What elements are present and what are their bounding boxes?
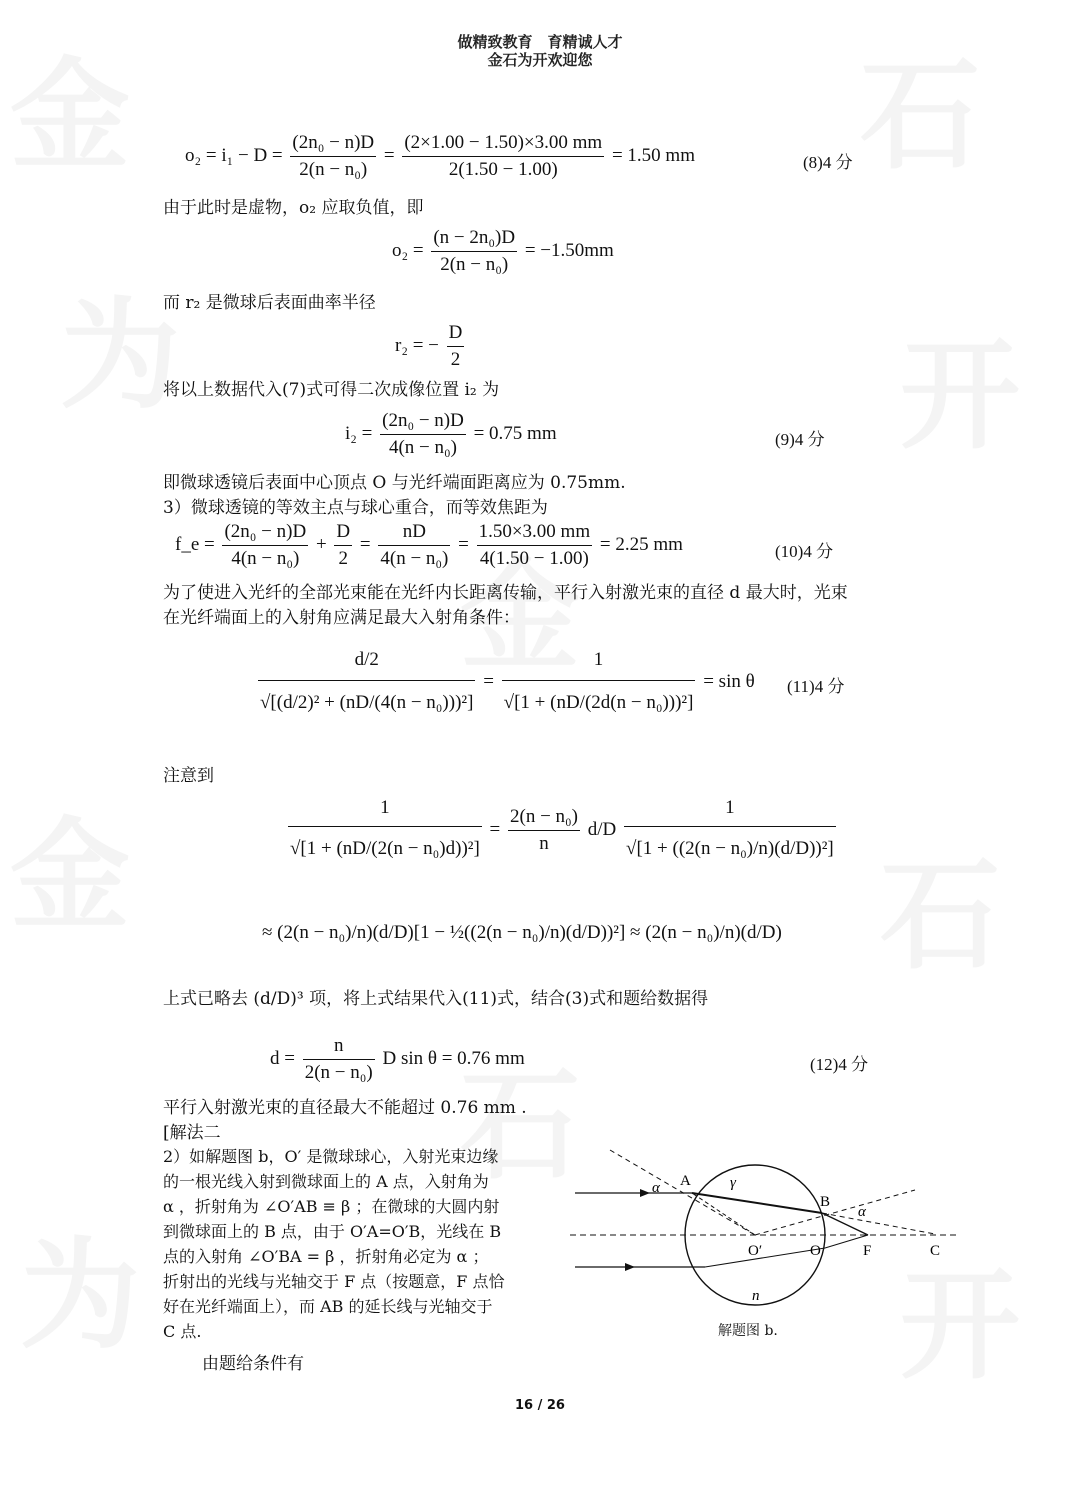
paragraph-given: 由题给条件有 [202, 1354, 304, 1374]
eq8-f2-num: (2×1.00 − 1.50)×3.00 mm [402, 130, 604, 157]
eq10-fraction-1 [222, 519, 308, 572]
eq10-f3-num: nD [378, 519, 450, 546]
label-B: B [820, 1194, 831, 1210]
eq12-result: D sin θ = 0.76 mm [382, 1047, 525, 1069]
eq-o2-fraction [431, 225, 517, 278]
paragraph-condition-1: 为了使进入光纤的全部光束能在光纤内长距离传输，平行入射激光束的直径 d 最大时，光束 [163, 583, 848, 603]
eq10-fraction-3 [378, 519, 450, 572]
header-slogan: 做精致教育 育精诚人才 [457, 33, 623, 51]
label-O-prime: O′ [748, 1243, 763, 1259]
solution2-line: 到微球面上的 B 点，由于 O′A=O′B，光线在 B [163, 1222, 502, 1241]
eq12-lhs: d = [270, 1047, 295, 1069]
label-gamma: γ [730, 1175, 736, 1191]
solution2-line: 好在光纤端面上），而 AB 的延长线与光轴交于 [163, 1297, 493, 1316]
eq12-den: 2(n − n₀) [304, 1062, 373, 1083]
eq-note1-mid-den: n [539, 833, 549, 854]
eq8-fraction-2 [402, 130, 604, 183]
eq-note1-r-num: 1 [624, 790, 836, 827]
paragraph-omit-term: 上式已略去 (d/D)³ 项，将上式结果代入(11)式，结合(3)式和题给数据得 [163, 989, 709, 1009]
equation-8 [185, 130, 695, 183]
label-alpha-B: α [858, 1204, 866, 1220]
eq-note1-den: √[1 + (nD/(2(n − n₀)d))²] [290, 838, 480, 859]
equation-note-1 [285, 790, 839, 871]
solution2-line: 点的入射角 ∠O′BA = β ，折射角必定为 α ； [163, 1247, 489, 1266]
eq-o2-den: 2(n − n₀) [440, 254, 509, 275]
eq8-tag: (8)4 分 [803, 153, 853, 172]
eq11-mid-den: √[1 + (nD/(2d(n − n₀)))²] [503, 692, 694, 713]
eq10-f4-num: 1.50×3.00 mm [477, 519, 593, 546]
eq11-fraction-1 [258, 640, 475, 725]
figure-b-diagram [570, 1140, 970, 1340]
eq9-num: (2n₀ − n)D [380, 408, 466, 435]
header-welcome: 金石为开欢迎您 [487, 51, 593, 69]
eq12-num: n [303, 1033, 375, 1060]
watermark-glyph [60, 260, 180, 432]
solution2-line: 折射出的光线与光轴交于 F 点（按题意，F 点恰 [163, 1272, 505, 1291]
eq-note1-fraction-2 [508, 804, 580, 857]
paragraph-max-diameter: 平行入射激光束的直径最大不能超过 0.76 mm . [163, 1098, 527, 1118]
equation-10 [175, 519, 683, 572]
eq10-lhs: f_e = [175, 533, 215, 555]
eq9-lhs: i₂ = [345, 422, 373, 444]
label-n: n [752, 1288, 760, 1304]
eq8-equals: = [383, 144, 395, 166]
normal-at-B [755, 1190, 915, 1235]
eq-r2-lhs: r₂ = − [395, 334, 439, 356]
radius-OA [692, 1193, 755, 1235]
eq-note1-mid-num: 2(n − n₀) [508, 804, 580, 831]
eq12-fraction [303, 1033, 375, 1086]
equation-note-2: ≈ (2(n − n₀)/n)(d/D)[1 − ½((2(n − n₀)/n)(d/D))²] ≈ (2(n − n₀)/n)(d/D) [262, 922, 782, 943]
label-O: O [810, 1243, 821, 1259]
lower-ray-to-F [705, 1235, 868, 1267]
eq-o2-result: = −1.50mm [524, 239, 614, 261]
equation-12 [270, 1033, 525, 1086]
eq-r2-den: 2 [450, 349, 461, 370]
eq8-f2-den: 2(1.50 − 1.00) [448, 159, 558, 180]
eq8-lhs: o₂ = i₁ − D = [185, 144, 283, 166]
eq10-f2-den: 2 [338, 548, 349, 569]
page-number: 16 / 26 [515, 1398, 565, 1413]
eq10-f1-num: (2n₀ − n)D [222, 519, 308, 546]
eq10-plus: + [315, 533, 327, 555]
paragraph-r2: 而 r₂ 是微球后表面曲率半径 [163, 293, 376, 313]
eq10-f2-num: D [334, 519, 352, 546]
eq-r2-fraction [447, 320, 465, 373]
eq-note1-fraction-1 [288, 790, 482, 871]
arrow-top [640, 1189, 650, 1197]
solution2-line: C 点. [163, 1322, 202, 1341]
eq9-fraction [380, 408, 466, 461]
eq-note1-fraction-3 [624, 790, 836, 871]
eq12-tag: (12)4 分 [810, 1055, 869, 1074]
eq-note1-dD: d/D [587, 818, 617, 840]
watermark-glyph [880, 820, 1000, 992]
eq11-den: √[(d/2)² + (nD/(4(n − n₀)))²] [260, 692, 474, 713]
paragraph-part-3: 3）微球透镜的等效主点与球心重合，而等效焦距为 [163, 498, 548, 518]
eq11-result: = sin θ [703, 670, 755, 692]
eq11-num: d/2 [258, 640, 475, 681]
eq9-result: = 0.75 mm [473, 422, 557, 444]
equation-9 [345, 408, 557, 461]
eq9-tag: (9)4 分 [775, 430, 825, 449]
eq-o2-lhs: o₂ = [392, 239, 424, 261]
paragraph-distance: 即微球透镜后表面中心顶点 O 与光纤端面距离应为 0.75mm. [163, 473, 626, 493]
AB-extension [822, 1213, 935, 1234]
solution2-line: 的一根光线入射到微球面上的 A 点，入射角为 [163, 1172, 489, 1191]
eq10-tag: (10)4 分 [775, 542, 834, 561]
eq8-fraction-1 [290, 130, 376, 183]
solution2-line: α ，折射角为 ∠O′AB ≡ β ；在微球的大圆内射 [163, 1197, 500, 1216]
eq10-equals-1: = [359, 533, 371, 555]
paragraph-note: 注意到 [163, 766, 214, 786]
eq-note1-num: 1 [288, 790, 482, 827]
paragraph-condition-2: 在光纤端面上的入射角应满足最大入射角条件： [163, 608, 520, 628]
paragraph-solution-2: [解法二 [163, 1123, 221, 1143]
watermark-glyph [900, 300, 1020, 472]
equation-o2 [392, 225, 614, 278]
eq11-equals: = [483, 670, 494, 692]
eq10-fraction-2 [334, 519, 352, 572]
label-alpha-A: α [652, 1180, 660, 1196]
watermark-glyph [20, 1200, 140, 1372]
label-A: A [680, 1173, 691, 1189]
figure-caption: 解题图 b. [718, 1323, 778, 1339]
arrow-bottom [625, 1263, 635, 1271]
solution2-line: 2）如解题图 b，O′ 是微球球心，入射光束边缘 [163, 1147, 499, 1166]
eq11-mid-num: 1 [502, 640, 696, 681]
eq-note1-r-den: √[1 + ((2(n − n₀)/n)(d/D))²] [626, 838, 834, 859]
watermark-glyph [10, 780, 130, 952]
eq8-f1-num: (2n₀ − n)D [290, 130, 376, 157]
eq8-result: = 1.50 mm [611, 144, 695, 166]
eq-o2-num: (n − 2n₀)D [431, 225, 517, 252]
eq10-f1-den: 4(n − n₀) [231, 548, 300, 569]
eq10-equals-2: = [458, 533, 469, 555]
eq10-result: = 2.25 mm [599, 533, 683, 555]
eq8-f1-den: 2(n − n₀) [299, 159, 368, 180]
paragraph-substitute-7: 将以上数据代入(7)式可得二次成像位置 i₂ 为 [163, 380, 500, 400]
eq10-f3-den: 4(n − n₀) [380, 548, 449, 569]
label-C: C [930, 1243, 941, 1259]
equation-r2 [395, 320, 467, 373]
label-F: F [863, 1243, 872, 1259]
equation-11 [255, 640, 755, 725]
eq11-fraction-2 [502, 640, 696, 725]
paragraph-virtual-object: 由于此时是虚物，o₂ 应取负值，即 [163, 198, 424, 218]
eq-note1-equals: = [489, 818, 501, 840]
eq9-den: 4(n − n₀) [388, 437, 457, 458]
eq10-fraction-4 [477, 519, 593, 572]
eq-r2-num: D [447, 320, 465, 347]
eq11-tag: (11)4 分 [787, 677, 845, 696]
eq10-f4-den: 4(1.50 − 1.00) [479, 548, 589, 569]
